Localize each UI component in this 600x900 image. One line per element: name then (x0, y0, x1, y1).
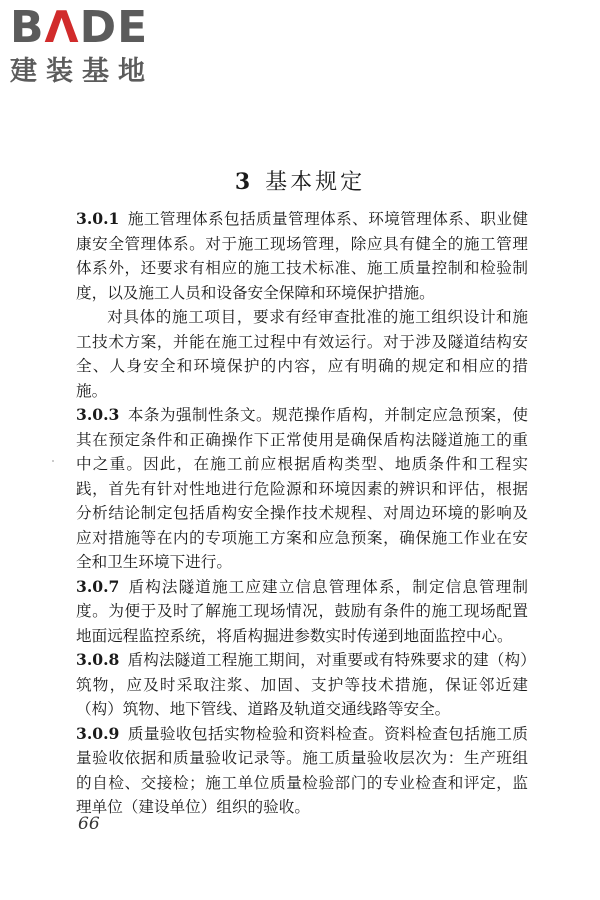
paragraph-clause-3-0-9 (76, 722, 528, 820)
clause-number: 3.0.7 (76, 576, 120, 596)
logo-wordmark (10, 4, 175, 52)
body-text (76, 207, 528, 820)
paragraph-text: 本条为强制性条文。规范操作盾构，并制定应急预案，使其在预定条件和正确操作下正常使用是确保盾构法隧道施工的重中之重。因此，在施工前应根据盾构类型、地质条件和工程实践，首先有针对性地进行危险源和环境因素的辨识和评估，根据分析结论制定包括盾构安全操作技术规程、对周边环境的影响及应对措施等在内的专项施工方案和应急预案，确保施工作业在安全和卫生环境下进行。 (76, 406, 528, 571)
paragraph-text: 盾构法隧道工程施工期间，对重要或有特殊要求的建（构）筑物，应及时采取注浆、加固、支护等技术措施，保证邻近建（构）筑物、地下管线、道路及轨道交通线路等安全。 (76, 651, 528, 718)
paragraph-clause-3-0-7 (76, 575, 528, 649)
clause-number: 3.0.3 (76, 405, 120, 424)
paragraph-text: 盾构法隧道施工应建立信息管理体系，制定信息管理制度。为便于及时了解施工现场情况，鼓励有条件的施工现场配置地面远程监控系统，将盾构掘进参数实时传递到地面监控中心。 (76, 577, 528, 645)
logo-letter-a: Λ (44, 2, 80, 53)
paragraph-text: 施工管理体系包括质量管理体系、环境管理体系、职业健康安全管理体系。对于施工现场管理，除应具有健全的施工管理体系外，还要求有相应的施工技术标准、施工质量控制和检验制度，以及施工人员和设备安全保障和环境保护措施。 (76, 210, 528, 302)
paragraph-clause-3-0-3 (76, 403, 528, 575)
logo-letters-de: DE (79, 2, 149, 53)
chapter-title-text: 基本规定 (265, 169, 366, 195)
paragraph-continuation (76, 305, 528, 403)
scan-speck (52, 460, 54, 462)
paragraph-clause-3-0-1 (76, 207, 528, 305)
page-number: 66 (78, 814, 100, 834)
paragraph-text: 质量验收包括实物检验和资料检查。资料检查包括施工质量验收依据和质量验收记录等。施工质量验收层次为：生产班组的自检、交接检；施工单位质量检验部门的专业检查和评定，监理单位（建设单位）组织的验收。 (76, 724, 528, 816)
paragraph-clause-3-0-8 (76, 648, 528, 722)
clause-number: 3.0.9 (76, 723, 120, 743)
chapter-number: 3 (234, 168, 254, 195)
chapter-title (0, 165, 600, 196)
paragraph-text: 对具体的施工项目，要求有经审查批准的施工组织设计和施工技术方案，并能在施工过程中有效运行。对于涉及隧道结构安全、人身安全和环境保护的内容，应有明确的规定和相应的措施。 (76, 308, 528, 400)
clause-number: 3.0.1 (76, 209, 120, 228)
publisher-logo (10, 4, 175, 88)
logo-chinese-text: 建装基地 (10, 56, 154, 87)
logo-letter-b: B (10, 2, 45, 53)
clause-number: 3.0.8 (76, 650, 120, 669)
